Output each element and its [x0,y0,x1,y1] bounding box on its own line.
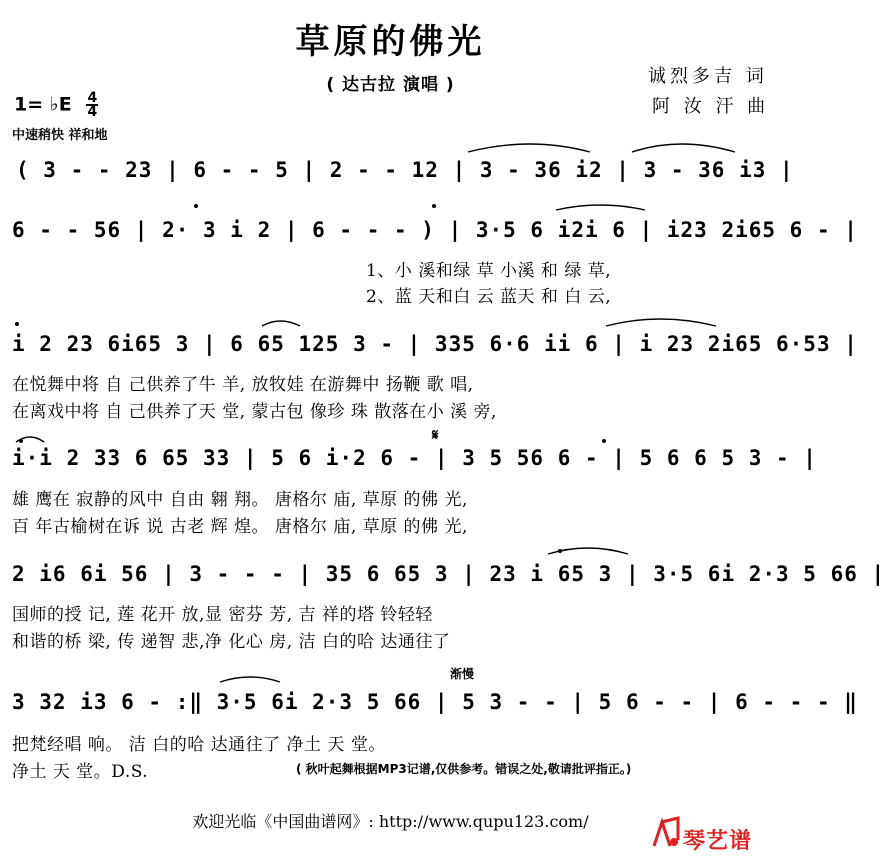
lyric-6-verse-2: 净土 天 堂。D.S. [12,762,149,782]
lyric-6-verse-1: 把梵经唱 响。 洁 白的哈 达通往了 净土 天 堂。 [12,735,386,755]
time-signature-top: 4 [87,90,98,106]
octave-dot [194,204,198,208]
slur-5 [262,321,300,326]
octave-dot [432,204,436,208]
transcription-footnote: ( 秋叶起舞根据MP3记谱,仅供参考。错误之处,敬请批评指正。) [296,762,632,776]
notation-line-1: ( 3 - - 23 | 6 - - 5 | 2 - - 12 | 3 - 36 i2 | 3 - 36 i3 | [16,158,794,182]
singer-credit: ( 达古拉 演唱 ) [326,75,455,95]
slur-1 [468,144,590,152]
lyric-2-verse-2: 2、蓝 天和白 云 蓝天 和 白 云, [366,287,612,307]
notation-line-3: i 2 23 6i65 3 | 6 65 125 3 - | 335 6·6 ii 6 | i 23 2i65 6·53 | [12,332,858,356]
key-label: 1= ♭E [14,93,72,116]
lyric-3-verse-2: 在离戏中将 自 己供养了天 堂, 蒙古包 像珍 珠 散落在小 溪 旁, [12,402,497,422]
composer-credit: 阿 汝 汗 曲 [652,96,770,117]
notation-line-5: 2 i6 6i 56 | 3 - - - | 35 6 65 3 | 23 i 65 3 | 3·5 6i 2·3 5 66 | [12,562,885,586]
welcome-line[interactable]: 欢迎光临《中国曲谱网》: http://www.qupu123.com/ [192,812,589,831]
notation-line-4: i·i 2 33 6 65 33 | 5 6 i·2 6 - | 3 5 56 6 - | 5 6 6 5 3 - | [12,446,817,470]
site-logo[interactable]: 琴艺谱 [683,829,753,854]
time-signature-bottom: 4 [87,104,98,120]
octave-dot [558,549,562,553]
lyric-4-verse-2: 百 年古榆树在诉 说 古老 辉 煌。 唐格尔 庙, 草原 的佛 光, [12,517,468,537]
slur-7 [220,677,280,682]
lyric-3-verse-1: 在悦舞中将 自 己供养了牛 羊, 放牧娃 在游舞中 扬鞭 歌 唱, [12,375,474,395]
lyric-4-verse-1: 雄 鹰在 寂静的风中 自由 翱 翔。 唐格尔 庙, 草原 的佛 光, [12,490,468,510]
tempo-marking: 中速稍快 祥和地 [12,128,108,143]
segno-sign: 𝄋 [432,426,439,444]
notation-line-2: 6 - - 56 | 2· 3 i 2 | 6 - - - ) | 3·5 6 i2i 6 | i23 2i65 6 - | [12,218,858,242]
slur-3 [556,205,645,210]
slur-2 [632,144,735,152]
lyric-5-verse-2: 和谐的桥 梁, 传 递智 悲,净 化心 房, 洁 白的哈 达通往了 [12,632,451,652]
lyric-5-verse-1: 国师的授 记, 莲 花开 放,显 密芬 芳, 吉 祥的塔 铃轻轻 [12,605,433,625]
notation-line-6: 3 32 i3 6 - :‖ 3·5 6i 2·3 5 66 | 5 3 - - | 5 6 - - | 6 - - - ‖ [12,690,858,714]
tempo-change-marking: 渐慢 [450,667,475,681]
octave-dot [15,322,19,326]
octave-dot [19,439,23,443]
lyricist-credit: 诚烈多吉 词 [648,66,768,87]
song-title: 草原的佛光 [295,22,486,62]
lyric-2-verse-1: 1、小 溪和绿 草 小溪 和 绿 草, [366,261,612,281]
octave-dot [602,439,606,443]
slur-4 [606,319,716,326]
